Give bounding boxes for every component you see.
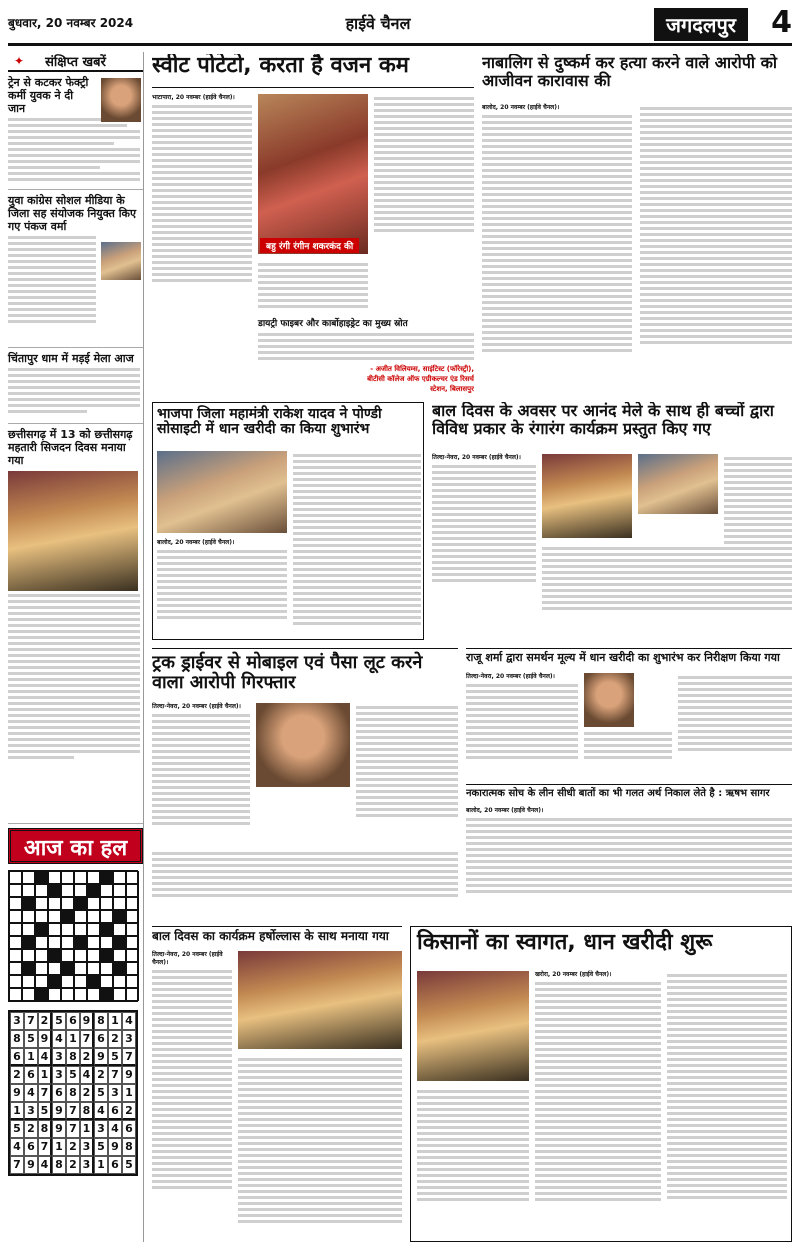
sudoku-cell: 7	[38, 1138, 52, 1156]
sudoku-cell: 5	[38, 1102, 52, 1120]
crossword-cell	[74, 988, 87, 1001]
crossword-cell	[126, 910, 139, 923]
headline: राजू शर्मा द्वारा समर्थन मूल्य में धान खरीदी का शुभारंभ कर निरीक्षण किया गया	[466, 651, 780, 664]
sudoku-cell: 4	[52, 1030, 66, 1048]
headline: भाजपा जिला महामंत्री राकेश यादव ने पोण्डी सोसाइटी में धान खरीदी का किया शुभारंभ	[157, 406, 382, 438]
headline: ट्रक ड्राईवर से मोबाइल एवं पैसा लूट करने वाला आरोपी गिरफ्तार	[152, 652, 423, 693]
headline: किसानों का स्वागत, धान खरीदी शुरू	[417, 930, 713, 955]
crossword-cell	[87, 975, 100, 988]
headline: बाल दिवस के अवसर पर आनंद मेले के साथ ही बच्चों द्वारा विविध प्रकार के रंगारंग कार्यक्रम प्रस्तुत किए गए	[432, 402, 774, 438]
brief-photo	[101, 242, 141, 280]
sudoku-cell: 9	[122, 1066, 136, 1084]
sudoku-cell: 5	[52, 1012, 66, 1030]
brief-title: युवा कांग्रेस सोशल मीडिया के जिला सह संयोजक नियुक्त किए गए पंकज वर्मा	[8, 194, 137, 233]
sudoku-cell: 9	[80, 1012, 94, 1030]
crossword-cell	[113, 910, 126, 923]
sudoku-cell: 4	[38, 1048, 52, 1066]
sudoku-cell: 1	[94, 1156, 108, 1174]
sudoku-cell: 3	[80, 1156, 94, 1174]
crossword-cell	[9, 988, 22, 1001]
crossword-cell	[87, 949, 100, 962]
issue-date: बुधवार, 20 नवम्बर 2024	[8, 16, 134, 30]
dateline: तिल्दा-नेवरा, 20 नवम्बर (हाईवे चैनल)।	[466, 673, 555, 680]
crossword-cell	[113, 884, 126, 897]
dateline: खरोरा, 20 नवम्बर (हाईवे चैनल)।	[535, 971, 612, 978]
sudoku-cell: 3	[24, 1102, 38, 1120]
crossword-cell	[48, 897, 61, 910]
brief-title: चिंतापुर धाम में मड़ई मेला आज	[8, 352, 134, 365]
sudoku-cell: 7	[38, 1084, 52, 1102]
sudoku-cell: 3	[108, 1084, 122, 1102]
crossword-cell	[126, 949, 139, 962]
brief-item	[8, 190, 143, 348]
crossword-cell	[100, 962, 113, 975]
crossword-cell	[35, 923, 48, 936]
byline	[352, 364, 474, 394]
crossword-cell	[9, 910, 22, 923]
sudoku-cell: 2	[38, 1012, 52, 1030]
crossword-cell	[22, 936, 35, 949]
sudoku-cell: 8	[122, 1138, 136, 1156]
subhead: डायट्री फाइबर और कार्बोहाइड्रेट का मुख्य स्रोत	[258, 319, 408, 329]
sudoku-cell: 7	[66, 1120, 80, 1138]
sudoku-cell: 1	[10, 1102, 24, 1120]
crossword-cell	[113, 936, 126, 949]
photo-caption: बहु रंगी रंगीन शकरकंद की	[260, 238, 359, 253]
dateline: तिल्दा-नेवरा, 20 नवम्बर (हाईवे चैनल)।	[152, 951, 223, 966]
article-farmers-welcome	[410, 926, 792, 1242]
sudoku-cell: 5	[108, 1048, 122, 1066]
crossword-cell	[113, 975, 126, 988]
crossword-cell	[61, 949, 74, 962]
crossword-cell	[126, 884, 139, 897]
article-bjp-paddy	[152, 402, 424, 640]
sudoku-cell: 6	[108, 1156, 122, 1174]
sudoku-cell: 8	[10, 1030, 24, 1048]
crossword-cell	[87, 988, 100, 1001]
crossword-cell	[22, 949, 35, 962]
crossword-cell	[35, 975, 48, 988]
crossword-cell	[87, 910, 100, 923]
left-column	[8, 52, 144, 1242]
crossword-cell	[87, 936, 100, 949]
sudoku-cell: 1	[24, 1048, 38, 1066]
dateline: भाटापारा, 20 नवम्बर (हाईवे चैनल)।	[152, 94, 235, 101]
sudoku-cell: 9	[52, 1120, 66, 1138]
sudoku-cell: 6	[10, 1048, 24, 1066]
brief-title: छत्तीसगढ़ में 13 को छत्तीसगढ़ महतारी सिजदन दिवस मनाया गया	[8, 428, 133, 467]
crossword-cell	[100, 923, 113, 936]
crossword-cell	[61, 884, 74, 897]
sudoku-cell: 7	[80, 1030, 94, 1048]
sudoku-cell: 5	[122, 1156, 136, 1174]
brief-item	[8, 72, 143, 190]
crossword-cell	[113, 988, 126, 1001]
crossword-cell	[100, 910, 113, 923]
sudoku-cell: 5	[24, 1030, 38, 1048]
article-rishabh-sagar	[466, 784, 792, 918]
crossword-cell	[48, 988, 61, 1001]
sudoku-cell: 6	[24, 1138, 38, 1156]
crossword-cell	[113, 923, 126, 936]
crossword-cell	[100, 897, 113, 910]
crossword-cell	[48, 910, 61, 923]
sudoku-cell: 6	[52, 1084, 66, 1102]
paper-name: हाईवे चैनल	[345, 14, 411, 33]
sudoku-cell: 2	[24, 1120, 38, 1138]
sudoku-cell: 3	[94, 1120, 108, 1138]
crossword-cell	[48, 923, 61, 936]
sudoku-cell: 6	[122, 1120, 136, 1138]
crossword-cell	[100, 936, 113, 949]
crossword-cell	[22, 988, 35, 1001]
crossword-cell	[22, 962, 35, 975]
crossword-cell	[74, 871, 87, 884]
sudoku-cell: 5	[94, 1138, 108, 1156]
sudoku-cell: 4	[10, 1138, 24, 1156]
crossword-cell	[9, 949, 22, 962]
crossword-cell	[126, 923, 139, 936]
crossword-cell	[61, 897, 74, 910]
sudoku-cell: 4	[24, 1084, 38, 1102]
dateline: बालोद, 20 नवम्बर (हाईवे चैनल)।	[157, 539, 235, 546]
crossword-cell	[74, 923, 87, 936]
sudoku-cell: 6	[94, 1030, 108, 1048]
crossword-cell	[87, 897, 100, 910]
sudoku-cell: 1	[38, 1066, 52, 1084]
crossword-cell	[61, 975, 74, 988]
sudoku-cell: 5	[94, 1084, 108, 1102]
crossword-cell	[48, 975, 61, 988]
crossword-cell	[87, 871, 100, 884]
crossword-cell	[126, 975, 139, 988]
crossword-cell	[100, 949, 113, 962]
masthead	[8, 6, 792, 46]
crossword-cell	[126, 871, 139, 884]
crossword-cell	[87, 884, 100, 897]
crossword-cell	[61, 871, 74, 884]
crossword-cell	[61, 988, 74, 1001]
sudoku-cell: 7	[10, 1156, 24, 1174]
crossword-cell	[113, 962, 126, 975]
article-bal-diwas	[152, 926, 402, 1242]
briefs-title: संक्षिप्त खबरें	[45, 55, 106, 70]
crossword-cell	[22, 871, 35, 884]
mela-photo-2	[638, 454, 718, 514]
crossword-cell	[87, 923, 100, 936]
article-raju-sharma	[466, 648, 792, 778]
sudoku-cell: 2	[80, 1048, 94, 1066]
sudoku-cell: 2	[66, 1156, 80, 1174]
sudoku-cell: 4	[80, 1066, 94, 1084]
bjp-photo	[157, 451, 287, 533]
crossword-cell	[22, 897, 35, 910]
crossword-cell	[48, 871, 61, 884]
sudoku-grid	[8, 1010, 138, 1176]
sudoku-cell: 2	[94, 1066, 108, 1084]
page-number: 4	[771, 5, 792, 40]
crossword-cell	[61, 910, 74, 923]
article-truck-robbery	[152, 648, 458, 918]
sweet-potato-photo	[258, 94, 368, 254]
crossword-cell	[74, 884, 87, 897]
crossword-cell	[35, 884, 48, 897]
byline-text: - अजीत विलियम्स, साइंटिस्ट (फॉरेस्ट्री), बीटीसी कॉलेज ऑफ एग्रीकल्चर एंड रिसर्च स्टेशन, बिलासपुर	[367, 365, 474, 393]
aaj-ka-hal-header: आज का हल	[8, 828, 143, 864]
sudoku-cell: 7	[24, 1012, 38, 1030]
crossword-cell	[100, 871, 113, 884]
crossword-cell	[35, 988, 48, 1001]
headline: नाबालिग से दुष्कर्म कर हत्या करने वाले आरोपी को आजीवन कारावास की	[482, 54, 778, 90]
crossword-cell	[35, 871, 48, 884]
dateline: तिल्दा-नेवरा, 20 नवम्बर (हाईवे चैनल)।	[432, 454, 521, 461]
crossword-cell	[35, 962, 48, 975]
crossword-cell	[74, 910, 87, 923]
crossword-cell	[35, 949, 48, 962]
sudoku-cell: 9	[52, 1102, 66, 1120]
crossword-cell	[9, 936, 22, 949]
crossword-cell	[113, 897, 126, 910]
crossword-cell	[9, 897, 22, 910]
crossword-cell	[9, 923, 22, 936]
sudoku-cell: 2	[10, 1066, 24, 1084]
brief-item	[8, 348, 143, 424]
sudoku-cell: 7	[108, 1066, 122, 1084]
crossword-cell	[35, 897, 48, 910]
sudoku-cell: 3	[52, 1066, 66, 1084]
crossword-cell	[48, 962, 61, 975]
sudoku-cell: 1	[80, 1120, 94, 1138]
article-sweet-potato	[152, 54, 474, 394]
crossword-grid	[8, 870, 138, 1002]
crossword-cell	[61, 936, 74, 949]
sudoku-cell: 7	[66, 1102, 80, 1120]
crossword-cell	[100, 975, 113, 988]
crossword-cell	[9, 884, 22, 897]
sudoku-cell: 4	[122, 1012, 136, 1030]
sudoku-cell: 4	[94, 1102, 108, 1120]
crossword-cell	[87, 962, 100, 975]
sudoku-cell: 3	[80, 1138, 94, 1156]
sudoku-cell: 8	[52, 1156, 66, 1174]
sudoku-cell: 9	[38, 1030, 52, 1048]
crossword-cell	[35, 936, 48, 949]
sudoku-cell: 1	[122, 1084, 136, 1102]
headline: नकारात्मक सोच के लीन सीधी बातों का भी गलत अर्थ निकाल लेते है : ऋषभ सागर	[466, 788, 770, 799]
sudoku-cell: 6	[108, 1102, 122, 1120]
brief-photo	[8, 471, 138, 591]
crossword-cell	[100, 988, 113, 1001]
crossword-cell	[74, 962, 87, 975]
crossword-cell	[74, 975, 87, 988]
sudoku-cell: 7	[122, 1048, 136, 1066]
bal-diwas-photo	[238, 951, 402, 1049]
sudoku-cell: 1	[52, 1138, 66, 1156]
crossword-cell	[22, 910, 35, 923]
sudoku-cell: 2	[108, 1030, 122, 1048]
crossword-cell	[9, 962, 22, 975]
sudoku-cell: 6	[24, 1066, 38, 1084]
crossword-cell	[61, 923, 74, 936]
sudoku-cell: 9	[10, 1084, 24, 1102]
sudoku-cell: 9	[108, 1138, 122, 1156]
crossword-cell	[74, 949, 87, 962]
star-icon: ✦	[13, 54, 25, 68]
briefs-header	[8, 52, 143, 72]
crossword-cell	[126, 936, 139, 949]
crossword-cell	[113, 949, 126, 962]
crossword-cell	[22, 884, 35, 897]
brief-photo	[101, 78, 141, 122]
accused-photo	[256, 703, 350, 787]
crossword-cell	[22, 923, 35, 936]
sudoku-cell: 6	[66, 1012, 80, 1030]
sudoku-cell: 5	[10, 1120, 24, 1138]
raju-photo	[584, 673, 634, 727]
crossword-cell	[22, 975, 35, 988]
article-murder-verdict	[482, 54, 792, 394]
crossword-cell	[74, 936, 87, 949]
crossword-cell	[48, 936, 61, 949]
crossword-cell	[48, 949, 61, 962]
crossword-cell	[48, 884, 61, 897]
headline: बाल दिवस का कार्यक्रम हर्षोल्लास के साथ मनाया गया	[152, 929, 389, 943]
mela-photo-1	[542, 454, 632, 538]
dateline: तिल्दा-नेवरा, 20 नवम्बर (हाईवे चैनल)।	[152, 703, 241, 710]
sudoku-cell: 9	[24, 1156, 38, 1174]
sudoku-cell: 8	[66, 1048, 80, 1066]
sudoku-cell: 4	[108, 1120, 122, 1138]
crossword-cell	[100, 884, 113, 897]
sudoku-cell: 2	[80, 1084, 94, 1102]
crossword-cell	[9, 975, 22, 988]
dateline: बालोद, 20 नवम्बर (हाईवे चैनल)।	[482, 104, 560, 111]
article-childrens-day	[432, 402, 792, 640]
sudoku-cell: 5	[66, 1066, 80, 1084]
sudoku-cell: 3	[52, 1048, 66, 1066]
sudoku-cell: 8	[38, 1120, 52, 1138]
brief-item	[8, 424, 143, 824]
sudoku-cell: 8	[66, 1084, 80, 1102]
farmers-photo	[417, 971, 529, 1081]
crossword-cell	[61, 962, 74, 975]
sudoku-cell: 8	[80, 1102, 94, 1120]
headline: स्वीट पोटेटो, करता है वजन कम	[152, 54, 474, 88]
crossword-cell	[35, 910, 48, 923]
sudoku-cell: 1	[66, 1030, 80, 1048]
sudoku-cell: 4	[38, 1156, 52, 1174]
sudoku-cell: 8	[94, 1012, 108, 1030]
dateline: बालोद, 20 नवम्बर (हाईवे चैनल)।	[466, 807, 544, 814]
sudoku-cell: 9	[94, 1048, 108, 1066]
crossword-cell	[126, 962, 139, 975]
crossword-cell	[9, 871, 22, 884]
crossword-cell	[113, 871, 126, 884]
crossword-cell	[126, 988, 139, 1001]
crossword-cell	[126, 897, 139, 910]
brief-title: ट्रेन से कटकर फेक्ट्री कर्मी युवक ने दी जान	[8, 76, 89, 115]
sudoku-cell: 1	[108, 1012, 122, 1030]
sudoku-cell: 3	[10, 1012, 24, 1030]
sudoku-cell: 2	[122, 1102, 136, 1120]
crossword-cell	[74, 897, 87, 910]
edition-city: जगदलपुर	[654, 8, 748, 41]
sudoku-cell: 2	[66, 1138, 80, 1156]
sudoku-cell: 3	[122, 1030, 136, 1048]
